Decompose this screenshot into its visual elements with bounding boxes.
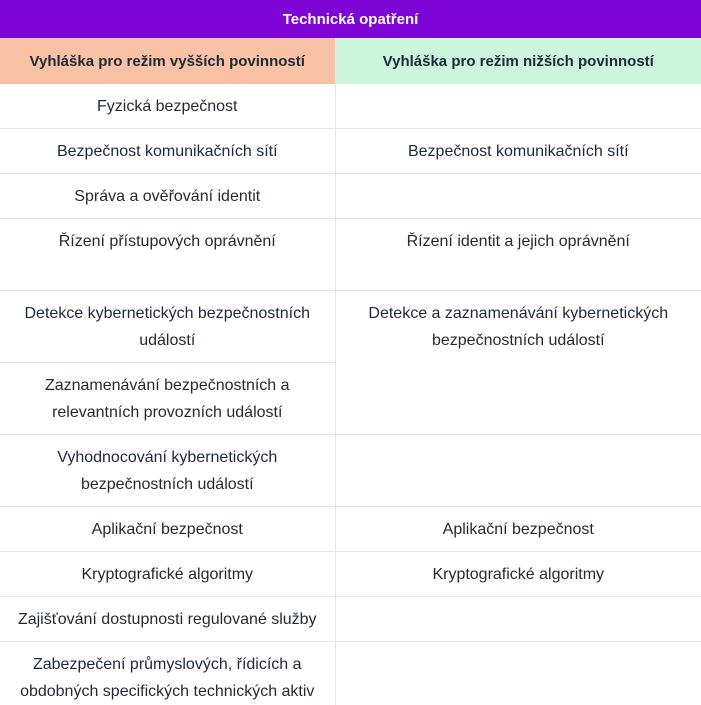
table-cell-right: Aplikační bezpečnost xyxy=(335,507,701,552)
table-cell-left: Aplikační bezpečnost xyxy=(0,507,335,552)
table-header-row xyxy=(0,38,701,84)
table-row xyxy=(0,84,701,129)
table-row xyxy=(0,129,701,174)
table-cell-right-merged: Detekce a zaznamenávání kybernetických bezpečnostních událostí xyxy=(335,291,701,435)
table-row xyxy=(0,291,701,363)
table-row xyxy=(0,435,701,507)
table-cell-right xyxy=(335,174,701,219)
table-title: Technická opatření xyxy=(0,0,701,38)
table-row xyxy=(0,174,701,219)
table-cell-right: Řízení identit a jejich oprávnění xyxy=(335,219,701,291)
column-header-higher-obligations: Vyhláška pro režim vyšších povinností xyxy=(0,38,335,84)
table-cell-left: Zaznamenávání bezpečnostních a relevantních provozních událostí xyxy=(0,363,335,435)
table-cell-left: Správa a ověřování identit xyxy=(0,174,335,219)
table-row xyxy=(0,552,701,597)
table-row xyxy=(0,597,701,642)
table-title-row xyxy=(0,0,701,38)
table-cell-right xyxy=(335,435,701,507)
table-cell-right: Kryptografické algoritmy xyxy=(335,552,701,597)
table-cell-left: Detekce kybernetických bezpečnostních událostí xyxy=(0,291,335,363)
table-cell-right xyxy=(335,597,701,642)
table-cell-left: Bezpečnost komunikačních sítí xyxy=(0,129,335,174)
table-cell-right xyxy=(335,642,701,705)
table-cell-left: Vyhodnocování kybernetických bezpečnostních událostí xyxy=(0,435,335,507)
column-header-lower-obligations: Vyhláška pro režim nižších povinností xyxy=(335,38,701,84)
table-row xyxy=(0,507,701,552)
table-row xyxy=(0,219,701,291)
table-cell-left: Zabezpečení průmyslových, řídicích a obdobných specifických technických aktiv xyxy=(0,642,335,705)
table-cell-left: Řízení přístupových oprávnění xyxy=(0,219,335,291)
table-cell-left: Fyzická bezpečnost xyxy=(0,84,335,129)
table-cell-right xyxy=(335,84,701,129)
table-cell-left: Kryptografické algoritmy xyxy=(0,552,335,597)
table-cell-right: Bezpečnost komunikačních sítí xyxy=(335,129,701,174)
table-row xyxy=(0,642,701,705)
table-cell-left: Zajišťování dostupnosti regulované služby xyxy=(0,597,335,642)
